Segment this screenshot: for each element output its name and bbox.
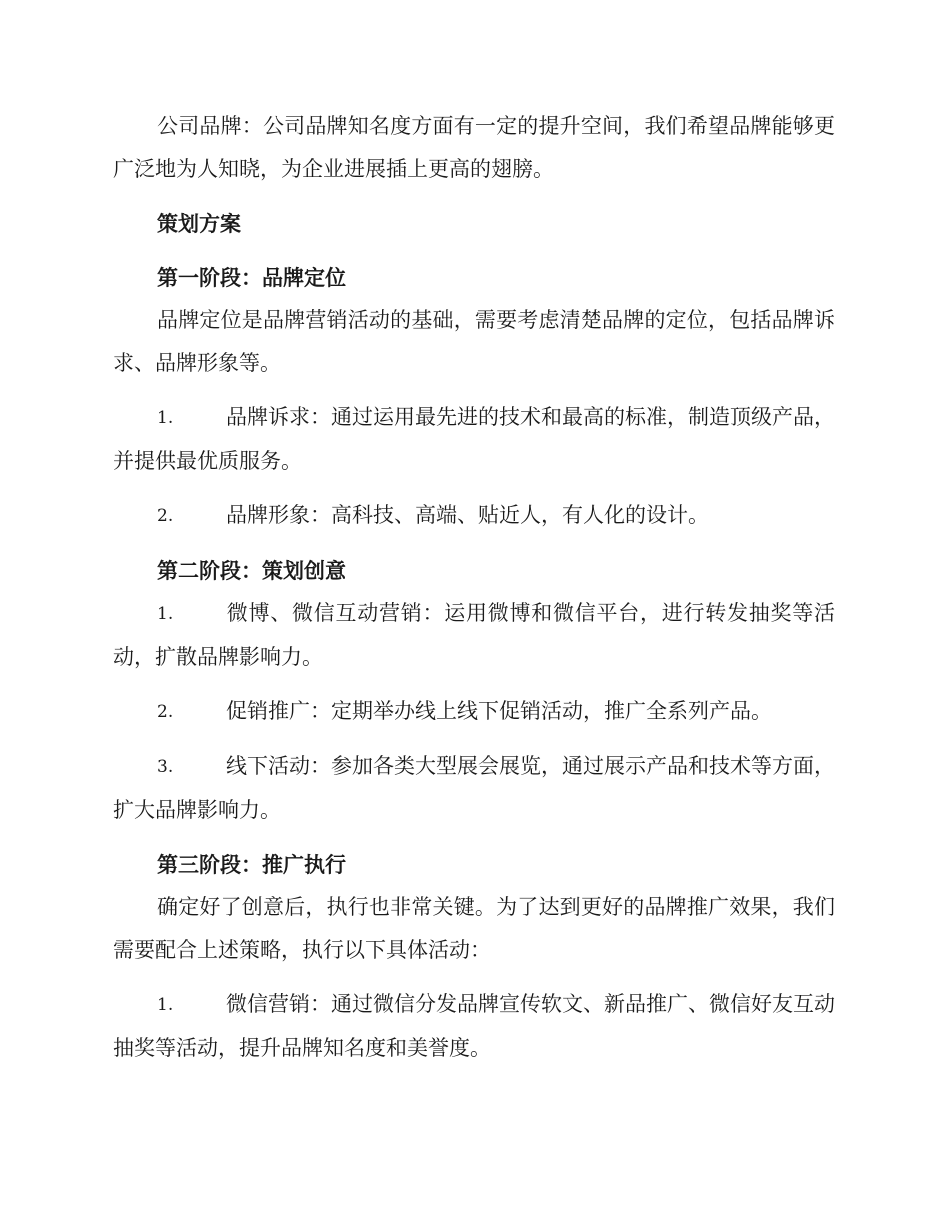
list-item: [113, 494, 835, 538]
list-item: [113, 396, 835, 483]
list-text: 促销推广：定期举办线上线下促销活动，推广全系列产品。: [226, 699, 772, 723]
paragraph-company-brand: 公司品牌：公司品牌知名度方面有一定的提升空间，我们希望品牌能够更广泛地为人知晓，为企业进展插上更高的翅膀。: [113, 114, 835, 181]
list-text: 微信营销：通过微信分发品牌宣传软文、新品推广、微信好友互动抽奖等活动，提升品牌知名度和美誉度。: [113, 992, 835, 1060]
heading-stage-2: 第二阶段：策划创意: [157, 558, 346, 583]
list-number: 2.: [157, 506, 174, 526]
heading-stage-1: 第一阶段：品牌定位: [157, 265, 346, 290]
list-text: 线下活动：参加各类大型展会展览，通过展示产品和技术等方面，扩大品牌影响力。: [113, 754, 835, 822]
document-body: [113, 105, 835, 1070]
list-text: 微博、微信互动营销：运用微博和微信平台，进行转发抽奖等活动，扩散品牌影响力。: [113, 601, 835, 669]
list-text: 品牌诉求：通过运用最先进的技术和最高的标准，制造顶级产品，并提供最优质服务。: [113, 405, 835, 473]
list-item: [113, 745, 835, 832]
heading-plan: 策划方案: [157, 211, 241, 236]
list-number: 1.: [157, 408, 174, 428]
list-item: [113, 592, 835, 679]
list-item: [113, 690, 835, 734]
paragraph-stage-1: 品牌定位是品牌营销活动的基础，需要考虑清楚品牌的定位，包括品牌诉求、品牌形象等。: [113, 308, 835, 375]
list-number: 1.: [157, 995, 174, 1015]
list-text: 品牌形象：高科技、高端、贴近人，有人化的设计。: [226, 503, 709, 527]
paragraph-stage-3: 确定好了创意后，执行也非常关键。为了达到更好的品牌推广效果，我们需要配合上述策略，执行以下具体活动：: [113, 895, 835, 962]
list-number: 1.: [157, 604, 174, 624]
heading-stage-3: 第三阶段：推广执行: [157, 852, 346, 877]
list-item: [113, 983, 835, 1070]
list-number: 2.: [157, 702, 174, 722]
list-number: 3.: [157, 757, 174, 777]
